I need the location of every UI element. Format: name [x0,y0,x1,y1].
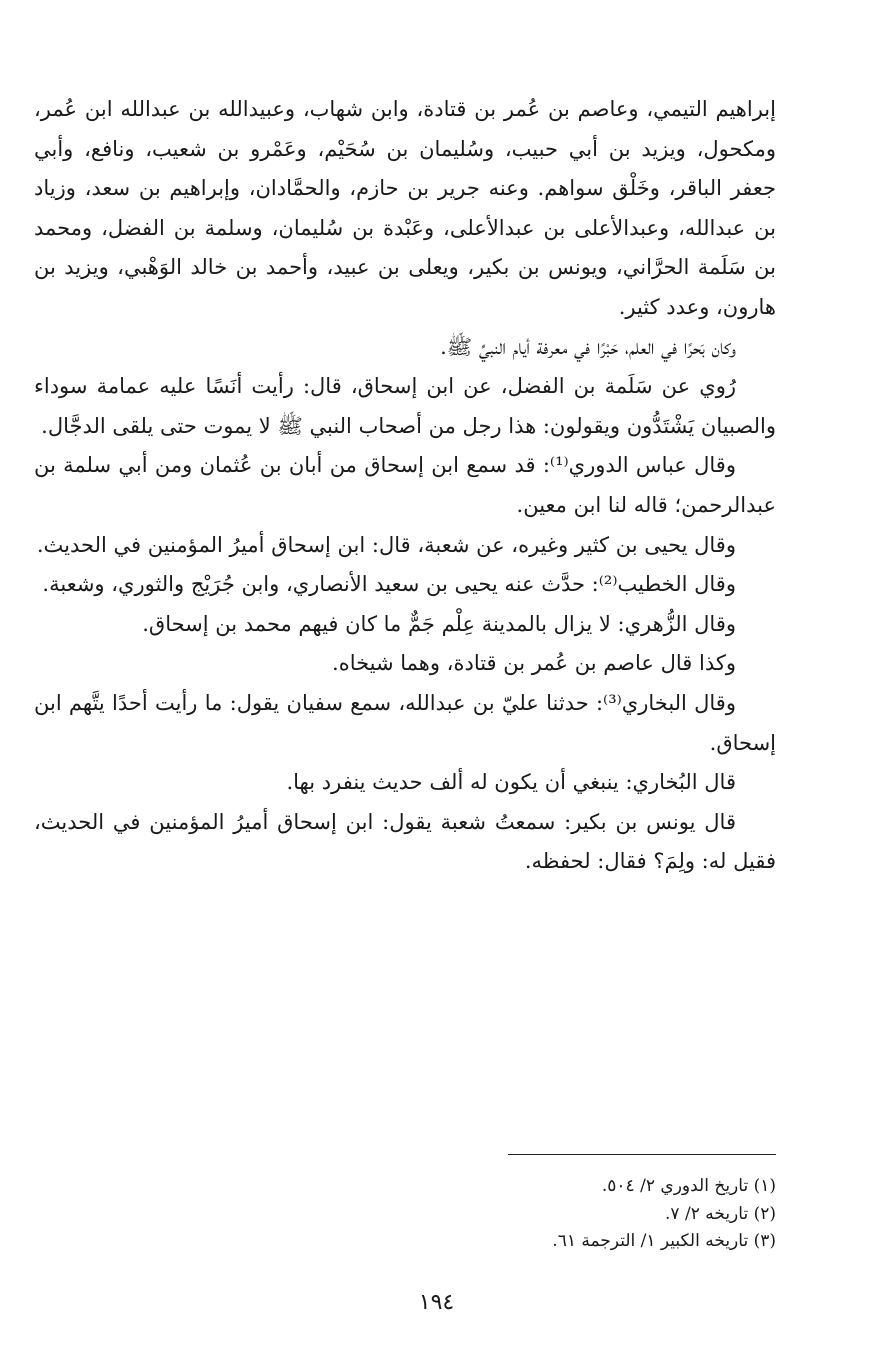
paragraph-anas: رُوي عن سَلَمة بن الفضل، عن ابن إسحاق، قال: رأيت أنَسًا عليه عمامة سوداء والصبيان يَشْتَدُّون ويقولون: هذا رجل من أصحاب النبي ﷺ لا يموت حتى يلقى الدجَّال. [34,374,776,438]
page-number: ١٩٤ [418,1290,455,1315]
footnote-3: (٣) تاريخه الكبير ١/ الترجمة ٦١. [552,1231,776,1251]
paragraph-knowledge: وكان بَحرًا في العلم، حَبْرًا في معرفة أيام النبيِّ ﷺ. [440,334,736,359]
paragraph-bukhari: وقال البخاري⁽³⁾: حدثنا عليّ بن عبدالله، سمع سفيان يقول: ما رأيت أحدًا يتَّهم ابن إسحاق. [34,690,776,755]
footnotes [300,1173,776,1256]
paragraph-zuhri: وقال الزُّهري: لا يزال بالمدينة عِلْم جَمٌّ ما كان فيهم محمد بن إسحاق. [142,611,736,636]
footnote-divider [508,1154,776,1155]
paragraph-narrators: إبراهيم التيمي، وعاصم بن عُمر بن قتادة، وابن شهاب، وعبيدالله بن عبدالله ابن عُمر، ومكحول، ويزيد بن أبي حبيب، وسُليمان بن سُحَيْم، وعَمْرو بن شعيب، ونافع، وأبي جعفر الباقر، وخَلْق سواهم. وعنه جرير بن حازم، والحمَّادان، وإبراهيم بن سعد، وزياد بن عبدالله، وعبدالأعلى بن عبدالأعلى، وعَبْدة بن سُليمان، وسلمة بن الفضل، ومحمد بن سَلَمة الحرَّاني، ويونس بن بكير، ويعلى بن عبيد، وأحمد بن خالد الوَهْبي، ويزيد بن هارون، وعدد كثير. [34,97,776,319]
paragraph-khatib: وقال الخطيب⁽²⁾: حدَّث عنه يحيى بن سعيد الأنصاري، وابن جُرَيْج والثوري، وشعبة. [42,572,736,597]
footnote-2: (٢) تاريخه ٢/ ٧. [665,1203,776,1224]
paragraph-yunus: قال يونس بن بكير: سمعتُ شعبة يقول: ابن إسحاق أميرُ المؤمنين في الحديث، فقيل له: ولِمَ؟ فقال: لحفظه. [34,809,776,874]
footnote-1: (١) تاريخ الدوري ٢/ ٥٠٤. [601,1176,776,1196]
paragraph-dawri: وقال عباس الدوري⁽¹⁾: قد سمع ابن إسحاق من أبان بن عُثمان ومن أبي سلمة بن عبدالرحمن؛ قاله لنا ابن معين. [34,453,776,517]
main-text [34,90,776,882]
paragraph-shuba: وقال يحيى بن كثير وغيره، عن شعبة، قال: ابن إسحاق أميرُ المؤمنين في الحديث. [36,532,736,557]
paragraph-asim: وكذا قال عاصم بن عُمر بن قتادة، وهما شيخاه. [332,651,736,676]
paragraph-bukhari-2: قال البُخاري: ينبغي أن يكون له ألف حديث ينفرد بها. [286,770,736,795]
